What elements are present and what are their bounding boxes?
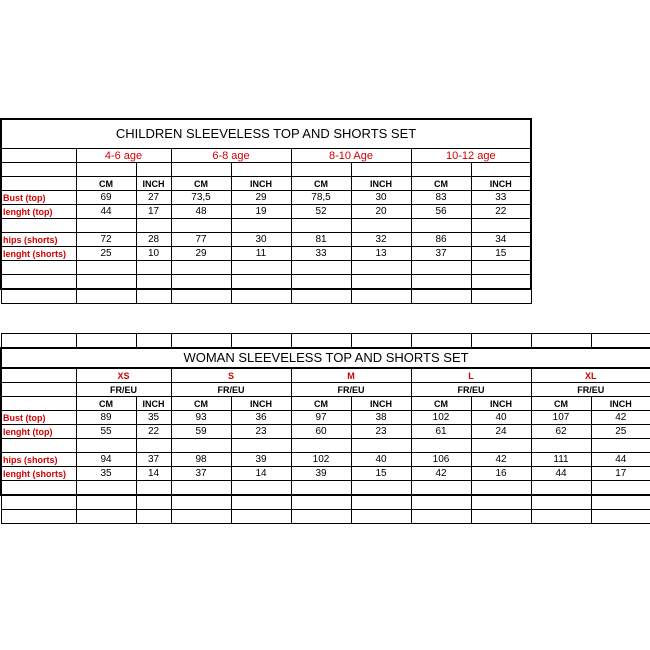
measurement-cell: 44 bbox=[76, 205, 136, 219]
measurement-cell: 89 bbox=[76, 411, 136, 425]
measurement-cell: 28 bbox=[136, 233, 171, 247]
measurement-cell: 44 bbox=[531, 467, 591, 481]
region-label: FR/EU bbox=[531, 383, 650, 397]
measurement-cell: 42 bbox=[471, 453, 531, 467]
measurement-cell: 78,5 bbox=[291, 191, 351, 205]
unit-inch: INCH bbox=[136, 177, 171, 191]
measurement-cell: 44 bbox=[591, 453, 650, 467]
measurement-cell: 22 bbox=[136, 425, 171, 439]
measurement-cell: 37 bbox=[136, 453, 171, 467]
measurement-cell: 93 bbox=[171, 411, 231, 425]
woman-shorts-rows bbox=[1, 453, 650, 481]
age-header: 8-10 Age bbox=[291, 149, 411, 163]
measurement-cell: 37 bbox=[171, 467, 231, 481]
size-header: XS bbox=[76, 368, 171, 383]
measurement-cell: 36 bbox=[231, 411, 291, 425]
table-row bbox=[1, 467, 650, 481]
measurement-cell: 29 bbox=[171, 247, 231, 261]
row-label: Bust (top) bbox=[1, 411, 76, 425]
woman-table-title: WOMAN SLEEVELESS TOP AND SHORTS SET bbox=[1, 348, 650, 368]
measurement-cell: 48 bbox=[171, 205, 231, 219]
measurement-cell: 24 bbox=[471, 425, 531, 439]
measurement-cell: 17 bbox=[591, 467, 650, 481]
measurement-cell: 37 bbox=[411, 247, 471, 261]
unit-cm: CM bbox=[291, 177, 351, 191]
measurement-cell: 39 bbox=[291, 467, 351, 481]
measurement-cell: 40 bbox=[351, 453, 411, 467]
unit-inch: INCH bbox=[471, 177, 531, 191]
unit-inch: INCH bbox=[351, 397, 411, 411]
measurement-cell: 14 bbox=[231, 467, 291, 481]
row-label: lenght (shorts) bbox=[1, 247, 76, 261]
row-label: hips (shorts) bbox=[1, 233, 76, 247]
unit-cm: CM bbox=[531, 397, 591, 411]
measurement-cell: 107 bbox=[531, 411, 591, 425]
unit-inch: INCH bbox=[351, 177, 411, 191]
children-table-title: CHILDREN SLEEVELESS TOP AND SHORTS SET bbox=[1, 119, 531, 149]
unit-inch: INCH bbox=[136, 397, 171, 411]
row-label: hips (shorts) bbox=[1, 453, 76, 467]
measurement-cell: 25 bbox=[76, 247, 136, 261]
row-label: Bust (top) bbox=[1, 191, 76, 205]
measurement-cell: 38 bbox=[351, 411, 411, 425]
measurement-cell: 32 bbox=[351, 233, 411, 247]
size-header: L bbox=[411, 368, 531, 383]
size-header: S bbox=[171, 368, 291, 383]
table-row bbox=[1, 247, 531, 261]
measurement-cell: 42 bbox=[411, 467, 471, 481]
table-row bbox=[1, 453, 650, 467]
measurement-cell: 111 bbox=[531, 453, 591, 467]
unit-inch: INCH bbox=[231, 177, 291, 191]
unit-cm: CM bbox=[171, 177, 231, 191]
unit-inch: INCH bbox=[471, 397, 531, 411]
region-label: FR/EU bbox=[171, 383, 291, 397]
measurement-cell: 17 bbox=[136, 205, 171, 219]
measurement-cell: 34 bbox=[471, 233, 531, 247]
measurement-cell: 102 bbox=[411, 411, 471, 425]
measurement-cell: 22 bbox=[471, 205, 531, 219]
measurement-cell: 33 bbox=[291, 247, 351, 261]
measurement-cell: 16 bbox=[471, 467, 531, 481]
row-label: lenght (top) bbox=[1, 205, 76, 219]
measurement-cell: 33 bbox=[471, 191, 531, 205]
size-header: M bbox=[291, 368, 411, 383]
table-row bbox=[1, 191, 531, 205]
measurement-cell: 25 bbox=[591, 425, 650, 439]
measurement-cell: 59 bbox=[171, 425, 231, 439]
measurement-cell: 62 bbox=[531, 425, 591, 439]
measurement-cell: 56 bbox=[411, 205, 471, 219]
table-row bbox=[1, 411, 650, 425]
measurement-cell: 20 bbox=[351, 205, 411, 219]
table-row bbox=[1, 233, 531, 247]
measurement-cell: 35 bbox=[76, 467, 136, 481]
measurement-cell: 94 bbox=[76, 453, 136, 467]
unit-cm: CM bbox=[411, 177, 471, 191]
unit-cm: CM bbox=[76, 397, 136, 411]
measurement-cell: 35 bbox=[136, 411, 171, 425]
age-header: 6-8 age bbox=[171, 149, 291, 163]
measurement-cell: 29 bbox=[231, 191, 291, 205]
measurement-cell: 72 bbox=[76, 233, 136, 247]
measurement-cell: 106 bbox=[411, 453, 471, 467]
region-label: FR/EU bbox=[76, 383, 171, 397]
measurement-cell: 42 bbox=[591, 411, 650, 425]
woman-top-rows bbox=[1, 411, 650, 439]
measurement-cell: 52 bbox=[291, 205, 351, 219]
measurement-cell: 30 bbox=[351, 191, 411, 205]
unit-cm: CM bbox=[411, 397, 471, 411]
measurement-cell: 98 bbox=[171, 453, 231, 467]
woman-size-table bbox=[0, 333, 650, 524]
measurement-cell: 30 bbox=[231, 233, 291, 247]
measurement-cell: 55 bbox=[76, 425, 136, 439]
region-label: FR/EU bbox=[411, 383, 531, 397]
size-header: XL bbox=[531, 368, 650, 383]
measurement-cell: 73,5 bbox=[171, 191, 231, 205]
measurement-cell: 97 bbox=[291, 411, 351, 425]
measurement-cell: 14 bbox=[136, 467, 171, 481]
measurement-cell: 15 bbox=[471, 247, 531, 261]
measurement-cell: 10 bbox=[136, 247, 171, 261]
children-top-rows bbox=[1, 191, 531, 219]
measurement-cell: 23 bbox=[351, 425, 411, 439]
row-label: lenght (shorts) bbox=[1, 467, 76, 481]
measurement-cell: 40 bbox=[471, 411, 531, 425]
measurement-cell: 19 bbox=[231, 205, 291, 219]
unit-cm: CM bbox=[76, 177, 136, 191]
measurement-cell: 77 bbox=[171, 233, 231, 247]
unit-cm: CM bbox=[291, 397, 351, 411]
region-label: FR/EU bbox=[291, 383, 411, 397]
measurement-cell: 83 bbox=[411, 191, 471, 205]
measurement-cell: 11 bbox=[231, 247, 291, 261]
measurement-cell: 102 bbox=[291, 453, 351, 467]
measurement-cell: 27 bbox=[136, 191, 171, 205]
measurement-cell: 23 bbox=[231, 425, 291, 439]
age-header: 4-6 age bbox=[76, 149, 171, 163]
unit-inch: INCH bbox=[231, 397, 291, 411]
children-shorts-rows bbox=[1, 233, 531, 261]
measurement-cell: 15 bbox=[351, 467, 411, 481]
row-label: lenght (top) bbox=[1, 425, 76, 439]
measurement-cell: 86 bbox=[411, 233, 471, 247]
table-row bbox=[1, 205, 531, 219]
measurement-cell: 39 bbox=[231, 453, 291, 467]
age-header: 10-12 age bbox=[411, 149, 531, 163]
measurement-cell: 81 bbox=[291, 233, 351, 247]
measurement-cell: 61 bbox=[411, 425, 471, 439]
measurement-cell: 60 bbox=[291, 425, 351, 439]
measurement-cell: 69 bbox=[76, 191, 136, 205]
table-row bbox=[1, 425, 650, 439]
measurement-cell: 13 bbox=[351, 247, 411, 261]
unit-cm: CM bbox=[171, 397, 231, 411]
unit-inch: INCH bbox=[591, 397, 650, 411]
children-size-table bbox=[0, 118, 532, 304]
